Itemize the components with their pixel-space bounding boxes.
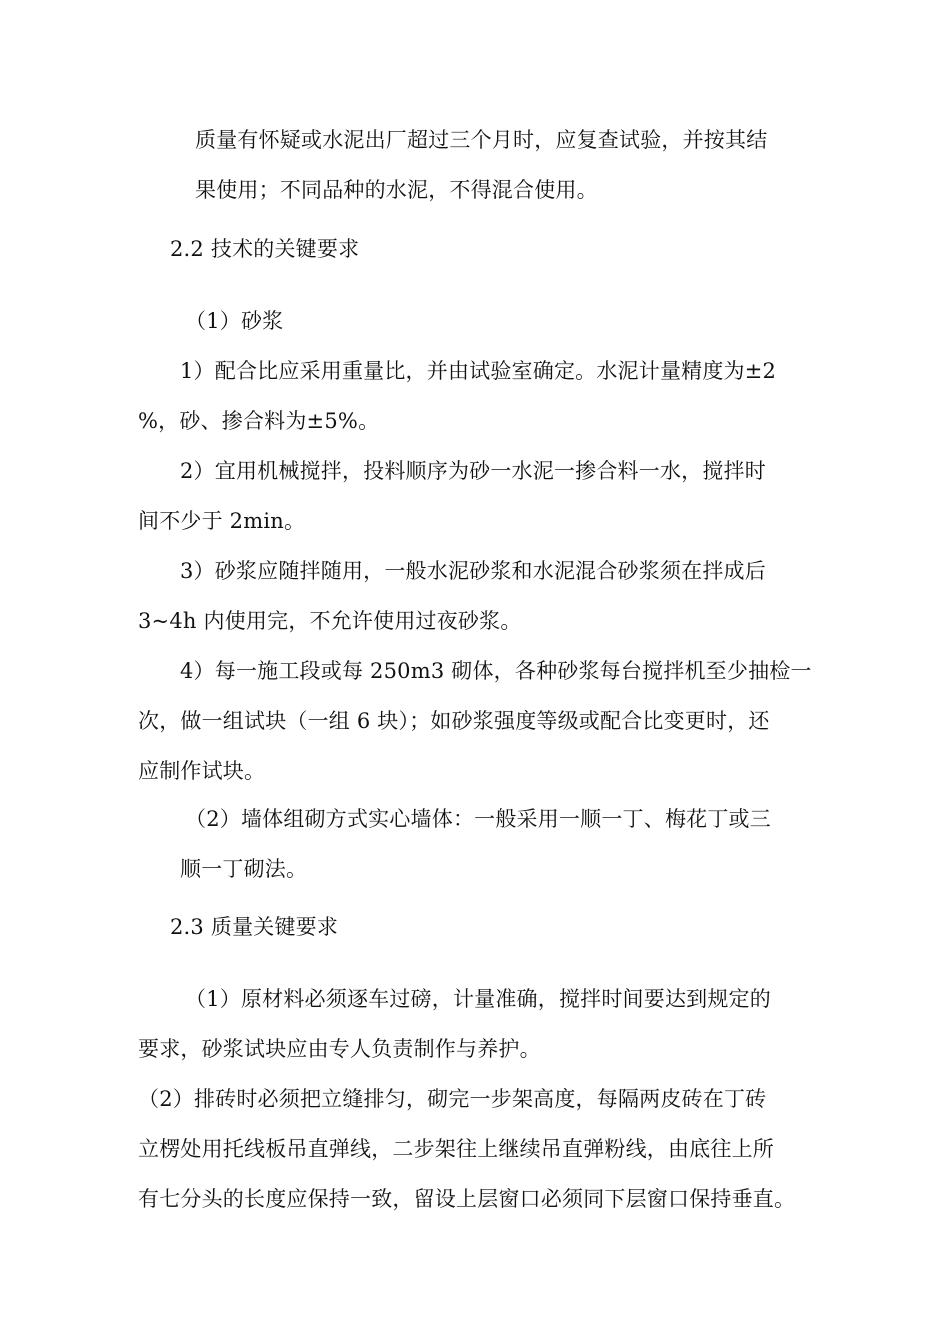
list-item-line: 应制作试块。 [138,759,266,783]
list-item-line: %，砂、掺合料为±5%。 [138,409,380,433]
list-item-line: 次，做一组试块（一组 6 块）；如砂浆强度等级或配合比变更时，还 [138,709,770,733]
list-item-line: 2）宜用机械搅拌，投料顺序为砂一水泥一掺合料一水，搅拌时 [180,459,766,483]
list-item-line: 3~4h 内使用完，不允许使用过夜砂浆。 [138,609,522,633]
list-item-line: 立楞处用托线板吊直弹线，二步架往上继续吊直弹粉线，由底往上所 [138,1137,774,1161]
subheading-wall: （2）墙体组砌方式实心墙体：一般采用一顺一丁、梅花丁或三 [185,807,771,831]
list-item-line: 4）每一施工段或每 250m3 砌体，各种砂浆每台搅拌机至少抽检一 [180,659,812,683]
list-item-line: （2）排砖时必须把立缝排匀，砌完一步架高度，每隔两皮砖在丁砖 [138,1087,767,1111]
section-heading-2-2: 2.2 技术的关键要求 [170,237,360,261]
paragraph-line: 果使用；不同品种的水泥，不得混合使用。 [195,178,598,202]
list-item-line: 3）砂浆应随拌随用，一般水泥砂浆和水泥混合砂浆须在拌成后 [180,559,766,583]
paragraph-line: 质量有怀疑或水泥出厂超过三个月时，应复查试验，并按其结 [195,128,768,152]
list-item-line: 要求，砂浆试块应由专人负责制作与养护。 [138,1037,541,1061]
subheading-wall-line: 顺一丁砌法。 [180,857,308,881]
section-heading-2-3: 2.3 质量关键要求 [170,915,339,939]
list-item-line: （1）原材料必须逐车过磅，计量准确，搅拌时间要达到规定的 [185,987,771,1011]
subheading-mortar: （1）砂浆 [185,309,284,333]
list-item-line: 1）配合比应采用重量比，并由试验室确定。水泥计量精度为±2 [180,359,777,383]
list-item-line: 间不少于 2min。 [138,509,306,533]
list-item-line: 有七分头的长度应保持一致，留设上层窗口必须同下层窗口保持垂直。 [138,1187,796,1211]
